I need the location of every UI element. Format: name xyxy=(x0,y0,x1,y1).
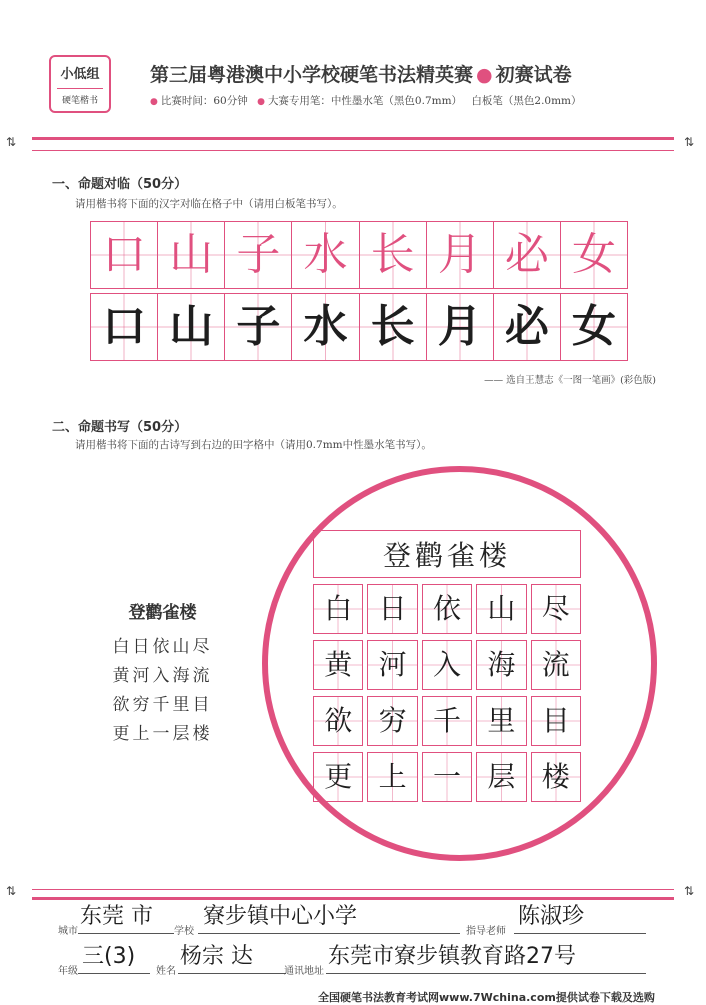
poem-grid-cell xyxy=(531,640,581,690)
city-underline xyxy=(78,933,174,934)
name-underline xyxy=(178,973,286,974)
poem-grid-cell xyxy=(476,696,526,746)
poem-line: 欲穷千里目 xyxy=(112,695,213,715)
city-value: 东莞 市 xyxy=(80,904,153,929)
hand-char: 欲 xyxy=(324,704,353,737)
group-label: 小低组 xyxy=(60,67,100,82)
hand-char: 黄 xyxy=(324,648,353,681)
poem-grid-cell xyxy=(367,640,417,690)
hand-char: 山 xyxy=(169,301,214,352)
print-char: 必 xyxy=(504,229,549,280)
hand-char: 尽 xyxy=(541,592,570,625)
grid-cell xyxy=(158,222,225,288)
bullet-icon: ● xyxy=(257,97,265,107)
poem-grid-cell xyxy=(313,640,363,690)
print-char: 水 xyxy=(303,229,348,280)
hand-char: 月 xyxy=(437,301,482,352)
print-char: 山 xyxy=(169,229,214,280)
group-badge xyxy=(49,55,111,113)
grid-cell xyxy=(292,294,359,360)
grid-cell xyxy=(494,222,561,288)
exam-title xyxy=(150,60,572,87)
hand-char: 层 xyxy=(487,760,516,793)
hand-char: 必 xyxy=(504,301,549,352)
poem-grid-cell xyxy=(313,584,363,634)
poem-line: 黄河入海流 xyxy=(112,666,213,686)
poem-grid-cell xyxy=(476,584,526,634)
poem-line: 白日依山尽 xyxy=(112,637,213,657)
print-char: 月 xyxy=(437,229,482,280)
hand-char: 更 xyxy=(324,760,353,793)
address-value: 东莞市寮步镇教育路27号 xyxy=(328,944,576,969)
poem-grid-cell xyxy=(476,640,526,690)
source-citation: —— 选自王慧志《一图一笔画》(彩色版) xyxy=(484,375,656,386)
section2-instruction: 请用楷书将下面的古诗写到右边的田字格中（请用0.7mm中性墨水笔书写）。 xyxy=(75,439,432,451)
print-char: 口 xyxy=(102,229,147,280)
print-char: 子 xyxy=(236,229,281,280)
category-label: 硬笔楷书 xyxy=(61,96,98,106)
exam-pens: 大赛专用笔：中性墨水笔（黑色0.7mm） xyxy=(267,95,463,107)
hand-char: 目 xyxy=(541,704,570,737)
header-rule xyxy=(32,137,674,140)
grid-cell xyxy=(91,294,158,360)
hand-char: 上 xyxy=(378,760,407,793)
hand-char: 日 xyxy=(378,592,407,625)
hand-char: 楼 xyxy=(541,760,570,793)
grade-underline xyxy=(78,973,150,974)
teacher-value: 陈淑珍 xyxy=(518,904,585,929)
address-label: 通讯地址 xyxy=(284,966,324,977)
right-arrow-icon: ⇅ xyxy=(684,884,695,898)
exam-meta xyxy=(150,93,582,108)
left-arrow-icon: ⇅ xyxy=(6,135,17,149)
hand-char: 海 xyxy=(487,648,516,681)
print-char: 长 xyxy=(370,229,415,280)
poem-grid-cell xyxy=(313,752,363,802)
poem-grid-cell xyxy=(313,696,363,746)
poem-writing-grid xyxy=(313,584,581,802)
left-arrow-icon: ⇅ xyxy=(6,884,17,898)
hand-poem-title: 登鹳雀楼 xyxy=(313,530,581,578)
grid-cell xyxy=(360,222,427,288)
hand-char: 口 xyxy=(102,301,147,352)
hand-char: 入 xyxy=(432,648,461,681)
poem-grid-cell xyxy=(422,696,472,746)
poem-grid-cell xyxy=(367,584,417,634)
school-value: 寮步镇中心小学 xyxy=(203,904,358,929)
grid-cell xyxy=(158,294,225,360)
exam-pen2: 白板笔（黑色2.0mm） xyxy=(471,95,582,107)
grid-cell xyxy=(91,222,158,288)
teacher-underline xyxy=(514,933,646,934)
grid-cell xyxy=(225,222,292,288)
poem-title: 登鹳雀楼 xyxy=(128,603,197,623)
hand-char: 依 xyxy=(432,592,461,625)
section1-instruction: 请用楷书将下面的汉字对临在格子中（请用白板笔书写）。 xyxy=(75,198,343,210)
grid-cell xyxy=(494,294,561,360)
section1-title: 一、命题对临（50分） xyxy=(52,177,188,192)
print-char: 女 xyxy=(571,229,616,280)
hand-char: 穷 xyxy=(378,704,407,737)
footer-rule-thin xyxy=(32,889,674,890)
hand-char: 水 xyxy=(303,301,348,352)
poem-reference xyxy=(60,598,265,749)
teacher-label: 指导老师 xyxy=(466,926,506,937)
exam-time: 比赛时间：60分钟 xyxy=(160,95,248,107)
hand-char-row xyxy=(90,293,628,361)
grid-cell xyxy=(561,222,627,288)
hand-char: 白 xyxy=(324,592,353,625)
hand-char: 里 xyxy=(487,704,516,737)
poem-grid-cell xyxy=(367,752,417,802)
right-arrow-icon: ⇅ xyxy=(684,135,695,149)
header-rule-thin xyxy=(32,150,674,151)
name-label: 姓名 xyxy=(156,966,176,977)
grid-cell xyxy=(427,222,494,288)
school-underline xyxy=(198,933,460,934)
print-char-row xyxy=(90,221,628,289)
grid-cell xyxy=(561,294,627,360)
hand-char: 女 xyxy=(571,301,616,352)
footer-rule xyxy=(32,897,674,900)
title-dot-icon: ● xyxy=(476,64,493,86)
hand-char: 一 xyxy=(432,760,461,793)
exam-title-main: 第三届粤港澳中小学校硬笔书法精英赛 xyxy=(150,64,474,86)
city-label: 城市 xyxy=(58,926,78,937)
address-underline xyxy=(326,973,646,974)
poem-grid-cell xyxy=(422,584,472,634)
grade-label: 年级 xyxy=(58,966,78,977)
hand-char: 山 xyxy=(487,592,516,625)
exam-title-sub: 初赛试卷 xyxy=(495,64,572,86)
section2-title: 二、命题书写（50分） xyxy=(52,420,188,435)
poem-grid-cell xyxy=(476,752,526,802)
bullet-icon: ● xyxy=(150,97,158,107)
hand-char: 千 xyxy=(432,704,461,737)
school-label: 学校 xyxy=(174,926,194,937)
poem-grid-cell xyxy=(422,752,472,802)
poem-line: 更上一层楼 xyxy=(112,724,213,744)
badge-divider xyxy=(57,88,103,89)
name-value: 杨宗 达 xyxy=(180,944,253,969)
hand-char: 长 xyxy=(370,301,415,352)
grid-cell xyxy=(292,222,359,288)
grid-cell xyxy=(427,294,494,360)
poem-grid-cell xyxy=(367,696,417,746)
grade-value: 三(3) xyxy=(82,944,136,969)
grid-cell xyxy=(360,294,427,360)
hand-char: 河 xyxy=(378,648,407,681)
hand-char: 流 xyxy=(541,648,570,681)
grid-cell xyxy=(225,294,292,360)
poem-grid-cell xyxy=(531,696,581,746)
hand-char: 子 xyxy=(236,301,281,352)
poem-grid-cell xyxy=(531,584,581,634)
poem-grid-cell xyxy=(422,640,472,690)
poem-grid-cell xyxy=(531,752,581,802)
footer-website: 全国硬笔书法教育考试网www.7Wchina.com提供试卷下载及选购 xyxy=(318,991,655,1004)
